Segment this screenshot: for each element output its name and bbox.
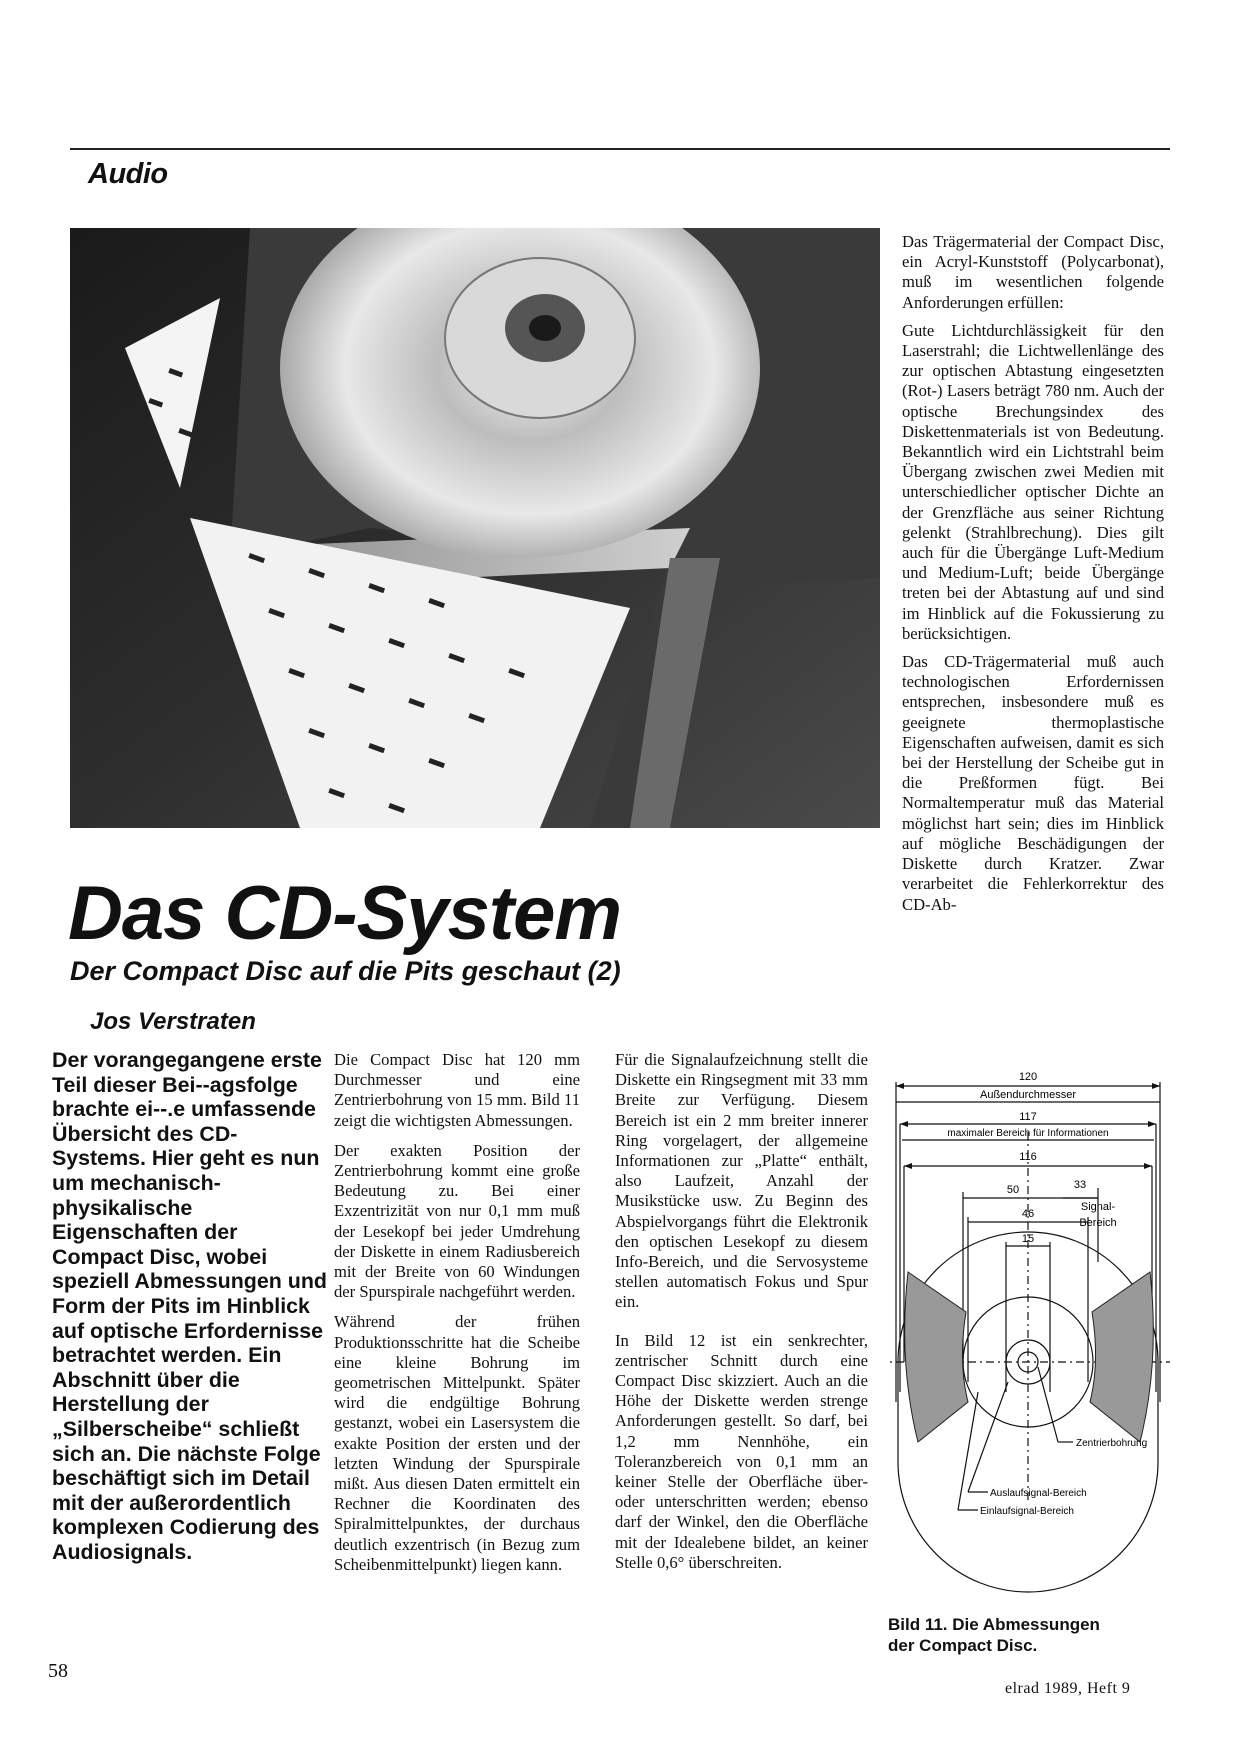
dim-117: 117 [1019,1111,1037,1123]
article-author: Jos Verstraten [90,1008,256,1035]
paragraph: Das Trägermaterial der Compact Disc, ein Acryl-Kunststoff (Polycarbonat), muß im wesentlichen folgende Anforderungen erfüllen: [902,232,1164,312]
dim-120: 120 [1018,1071,1038,1083]
dimension-drawing [888,1062,1170,1602]
lead-paragraph [52,1048,327,1564]
figure-caption [888,1614,1178,1656]
section-label: Audio [88,158,168,190]
paragraph: Gute Lichtdurchlässigkeit für den Laserstrahl; die Lichtwellenlänge des zur optischen Abtastung eingesetzten (Rot-) Lasers beträgt 780 nm. Auch der optische Brechungsindex des Diskettenmaterials ist von Bedeutung. Bekanntlich wird ein Lichtstrahl beim Übergang zwischen zwei Medien mit unterschiedlicher optischer Dichte an der Grenzfläche aus seiner Richtung gelenkt (Strahlbrechung). Dies gilt auch für die Übergänge Luft-Medium und Medium-Luft; beide Übergänge treten bei der Abtastung auf und sind im Hinblick auf die Fokussierung zu berücksichtigen. [902,320,1164,643]
page-number: 58 [48,1660,68,1682]
header-rule [70,148,1170,150]
label-center-hole: Zentrierbohrung [1076,1438,1148,1449]
paragraph: Während der frühen Produktionsschritte hat die Scheibe eine kleine Bohrung im geometrischen Mittelpunkt. Später wird die endgültige Bohrung gestanzt, wobei ein Lasersystem die exakte Position der ersten und der letzten Windung der Spurspirale mißt. Aus diesen Daten ermittelt ein Rechner die Koordinaten des Spiralmittelpunktes, der durchaus deutlich exzentrisch (in Bezug zum Scheibenmittelpunkt) liegen kann. [334,1312,580,1574]
label-signal-2: Bereich [1079,1217,1117,1229]
caption-line-2: der Compact Disc. [888,1636,1038,1655]
label-outer-diameter: Außendurchmesser [980,1089,1076,1101]
cd-tray-image [70,228,880,828]
label-leadout: Auslaufsignal-Bereich [990,1488,1087,1499]
paragraph: In Bild 12 ist ein senkrechter, zentrischer Schnitt durch eine Compact Disc skizziert. Auch an die Höhe der Diskette werden strenge Anforderungen gestellt. So darf, bei 1,2 mm Nennhöhe, ein Toleranzbereich von 0,1 mm an keiner Stelle der Oberfläche über- oder unterschritten werden; ebenso darf der Winkel, den die Oberfläche mit der Idealebene bildet, an keiner Stelle 0,6° überschreiten. [615,1330,868,1572]
cd-dimension-diagram [888,1062,1170,1602]
body-column-1 [334,1050,580,1585]
caption-line-1: Bild 11. Die Abmessungen [888,1615,1100,1634]
dim-116: 116 [1019,1151,1037,1163]
paragraph: Der exakten Position der Zentrierbohrung kommt eine große Bedeutung zu. Bei einer Exzentrizität von nur 0,1 mm muß der Lesekopf bei jeder Umdrehung der Diskette in einem Radiusbereich mit der Breite von 60 Windungen der Spurspirale nachgeführt werden. [334,1140,580,1302]
dim-15: 15 [1021,1233,1035,1245]
article-title: Das CD-System [68,871,621,956]
body-column-2 [615,1050,868,1583]
body-column-3 [902,232,1164,923]
dim-46: 46 [1021,1208,1035,1220]
label-max-info-area: maximaler Bereich für Informationen [947,1128,1109,1139]
issue-footer: elrad 1989, Heft 9 [1005,1680,1131,1697]
cd-player-photo [70,228,880,828]
lead-text: Der vorangegangene erste Teil dieser Bei-‐agsfolge brachte ei-‐.e umfassende Übersicht des CD-Systems. Hier geht es nun um mechanisch-physikalische Eigenschaften der Compact Disc, wobei speziell Abmessungen und Form der Pits im Hinblick auf optische Erfordernisse betrachtet werden. Ein Abschnitt über die Herstellung der „Silberscheibe“ schließt sich an. Die nächste Folge beschäftigt sich im Detail mit der außerordentlich komplexen Codierung des Audiosignals. [52,1048,327,1564]
paragraph: Die Compact Disc hat 120 mm Durchmesser und eine Zentrierbohrung von 15 mm. Bild 11 zeigt die wichtigsten Abmessungen. [334,1050,580,1130]
label-signal-1: Signal- [1080,1201,1116,1213]
article-subtitle: Der Compact Disc auf die Pits geschaut (2) [70,956,621,986]
dim-50: 50 [1006,1184,1020,1196]
dim-33: 33 [1073,1179,1087,1191]
paragraph: Das CD-Trägermaterial muß auch technologischen Erfordernissen entsprechen, insbesondere muß es geeignete thermoplastische Eigenschaften aufweisen, damit es sich bei der Herstellung der Scheibe gut in die Preßformen fügt. Bei Normaltemperatur muß das Material möglichst hart sein; dies im Hinblick auf mögliche Beschädigungen der Diskette durch Kratzer. Zwar verarbeitet die Fehlerkorrektur des CD-Ab- [902,652,1164,914]
label-leadin: Einlaufsignal-Bereich [980,1506,1074,1517]
paragraph: Für die Signalaufzeichnung stellt die Diskette ein Ringsegment mit 33 mm Breite zur Verfügung. Diesem Bereich ist ein 2 mm breiter innerer Ring vorgelagert, der allgemeine Informationen zur „Platte“ enthält, also Laufzeit, Anzahl der Musikstücke usw. Zu Beginn des Abspielvorgangs führt die Elektronik den optischen Lesekopf zu diesem Info-Bereich, und die Servosysteme stellen automatisch Fokus und Spur ein. [615,1050,868,1312]
